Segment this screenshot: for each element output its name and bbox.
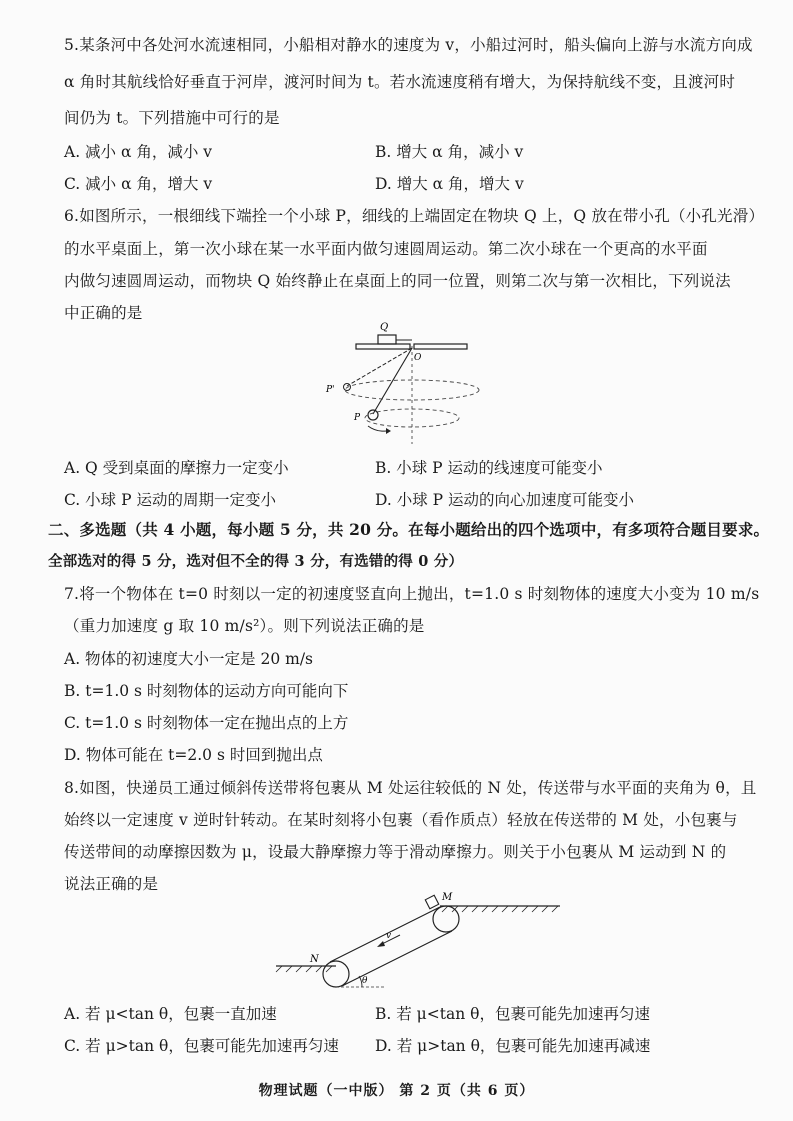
- label-p-prime: P': [326, 385, 335, 395]
- q5-stem-line-1: 5.某条河中各处河水流速相同，小船相对静水的速度为 v，小船过河时，船头偏向上游与水流方向成: [64, 36, 753, 54]
- q6-stem-line-4: 中正确的是: [64, 304, 143, 322]
- q7-option-a[interactable]: A. 物体的初速度大小一定是 20 m/s: [64, 650, 313, 668]
- package-box: [425, 895, 438, 908]
- q8-stem-line-4: 说法正确的是: [64, 875, 159, 893]
- ball-p-prime: [344, 384, 351, 391]
- lower-roller: [323, 961, 349, 987]
- q6-figure-conical-pendulum: [320, 318, 480, 448]
- page-footer: 物理试题（一中版） 第 2 页（共 6 页）: [258, 1083, 535, 1099]
- q7-stem-line-2: （重力加速度 g 取 10 m/s²）。则下列说法正确的是: [64, 617, 425, 635]
- label-o: O: [414, 353, 422, 363]
- q5-option-d[interactable]: D. 增大 α 角，增大 v: [375, 175, 524, 193]
- label-p: P: [354, 413, 361, 423]
- q6-option-b[interactable]: B. 小球 P 运动的线速度可能变小: [375, 459, 603, 477]
- ball-p: [368, 410, 378, 420]
- q5-stem-line-2: α 角时其航线恰好垂直于河岸，渡河时间为 t。若水流速度稍有增大，为保持航线不变，且渡河时: [64, 73, 736, 91]
- q7-stem-line-1: 7.将一个物体在 t=0 时刻以一定的初速度竖直向上抛出，t=1.0 s 时刻物体的速度大小变为 10 m/s: [64, 585, 760, 603]
- q5-option-b[interactable]: B. 增大 α 角，减小 v: [375, 143, 524, 161]
- q6-option-d[interactable]: D. 小球 P 运动的向心加速度可能变小: [375, 491, 635, 509]
- label-q: Q: [380, 322, 389, 333]
- q8-option-b[interactable]: B. 若 μ<tan θ，包裹可能先加速再匀速: [375, 1005, 650, 1023]
- q6-option-a[interactable]: A. Q 受到桌面的摩擦力一定变小: [64, 459, 289, 477]
- q8-stem-line-3: 传送带间的动摩擦因数为 μ，设最大静摩擦力等于滑动摩擦力。则关于小包裹从 M 运动到 N 的: [64, 843, 727, 861]
- section-2-instructions: 全部选对的得 5 分，选对但不全的得 3 分，有选错的得 0 分）: [48, 553, 464, 570]
- q5-stem-line-3: 间仍为 t。下列措施中可行的是: [64, 109, 280, 127]
- label-v: v: [386, 931, 392, 941]
- q8-option-d[interactable]: D. 若 μ>tan θ，包裹可能先加速再减速: [375, 1037, 651, 1055]
- label-m: M: [442, 892, 453, 903]
- block-q-shape: [378, 335, 396, 344]
- q5-option-c[interactable]: C. 减小 α 角，增大 v: [64, 175, 213, 193]
- q6-stem-line-3: 内做匀速圆周运动，而物块 Q 始终静止在桌面上的同一位置，则第二次与第一次相比，下列说法: [64, 272, 731, 290]
- label-n: N: [310, 954, 319, 965]
- section-2-heading: 二、多选题（共 4 小题，每小题 5 分，共 20 分。在每小题给出的四个选项中，有多项符合题目要求。: [48, 520, 770, 539]
- q8-stem-line-1: 8.如图，快递员工通过倾斜传送带将包裹从 M 处运往较低的 N 处，传送带与水平面的夹角为 θ，且: [64, 779, 757, 797]
- q6-stem-line-1: 6.如图所示，一根细线下端拴一个小球 P，细线的上端固定在物块 Q 上，Q 放在带小孔（小孔光滑）: [64, 207, 765, 225]
- q8-stem-line-2: 始终以一定速度 v 逆时针转动。在某时刻将小包裹（看作质点）轻放在传送带的 M 处，小包裹与: [64, 811, 738, 829]
- q8-option-c[interactable]: C. 若 μ>tan θ，包裹可能先加速再匀速: [64, 1037, 339, 1055]
- q6-option-c[interactable]: C. 小球 P 运动的周期一定变小: [64, 491, 276, 509]
- label-theta: θ: [362, 976, 368, 986]
- upper-roller: [433, 906, 459, 932]
- q8-option-a[interactable]: A. 若 μ<tan θ，包裹一直加速: [64, 1005, 277, 1023]
- q5-option-a[interactable]: A. 减小 α 角，减小 v: [64, 143, 213, 161]
- q7-option-d[interactable]: D. 物体可能在 t=2.0 s 时回到抛出点: [64, 746, 323, 764]
- q7-option-b[interactable]: B. t=1.0 s 时刻物体的运动方向可能向下: [64, 682, 349, 700]
- q6-stem-line-2: 的水平桌面上，第一次小球在某一水平面内做匀速圆周运动。第二次小球在一个更高的水平面: [64, 240, 708, 258]
- q8-figure-conveyor-belt: [270, 892, 570, 992]
- q7-option-c[interactable]: C. t=1.0 s 时刻物体一定在抛出点的上方: [64, 714, 349, 732]
